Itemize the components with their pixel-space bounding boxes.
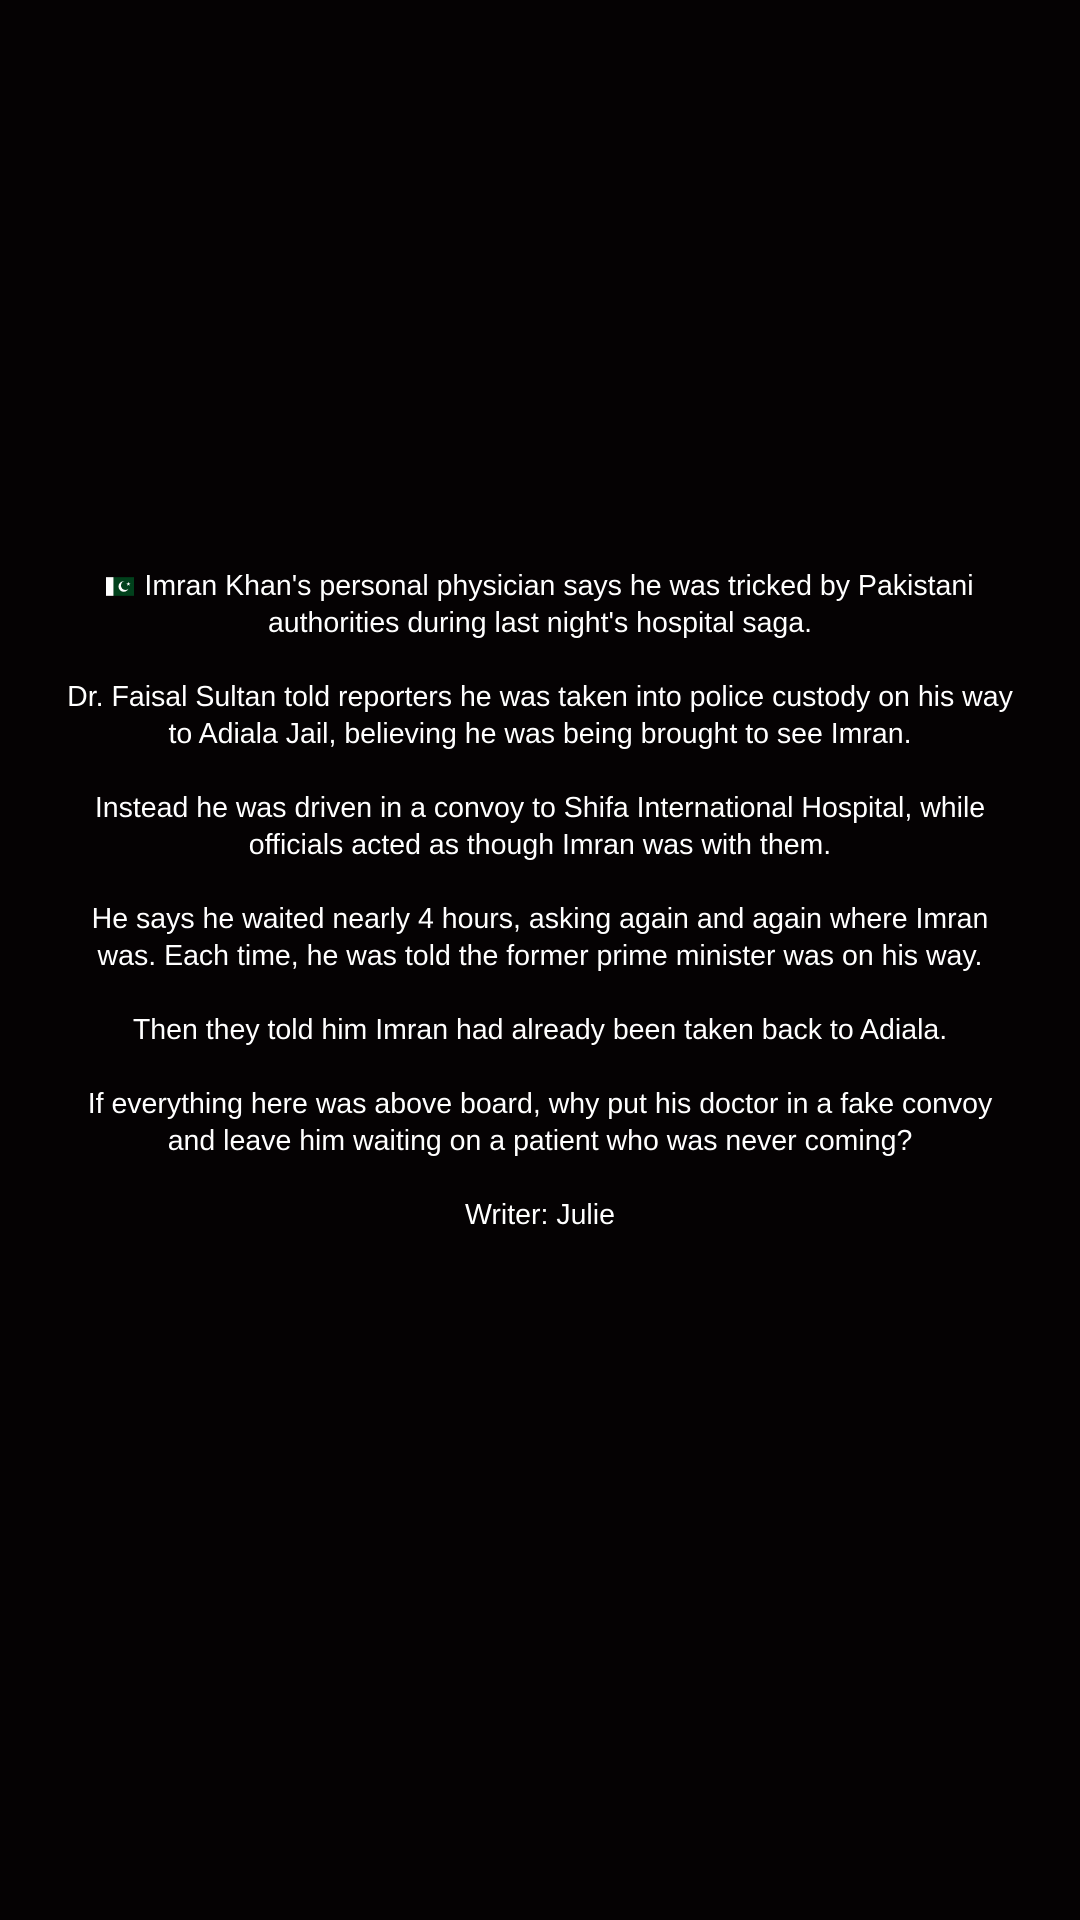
paragraph-intro-text: Imran Khan's personal physician says he was tricked by Pakistani authorities during last night's hospital saga.	[144, 570, 974, 639]
paragraph-question: If everything here was above board, why put his doctor in a fake convoy and leave him waiting on a patient who was never coming?	[87, 1088, 993, 1157]
paragraph-custody: Dr. Faisal Sultan told reporters he was taken into police custody on his way to Adiala Jail, believing he was being brought to see Imran.	[67, 681, 1013, 750]
paragraph-waiting: He says he waited nearly 4 hours, asking again and again where Imran was. Each time, he was told the former prime minister was on his way.	[91, 903, 989, 972]
paragraph-intro	[60, 568, 1020, 642]
post-text-block	[60, 568, 1020, 1234]
paragraph-taken-back: Then they told him Imran had already been taken back to Adiala.	[132, 1014, 948, 1046]
pakistan-flag-icon	[106, 577, 134, 596]
writer-credit: Writer: Julie	[465, 1199, 615, 1231]
paragraph-convoy: Instead he was driven in a convoy to Shifa International Hospital, while officials acted as though Imran was with them.	[94, 792, 986, 861]
